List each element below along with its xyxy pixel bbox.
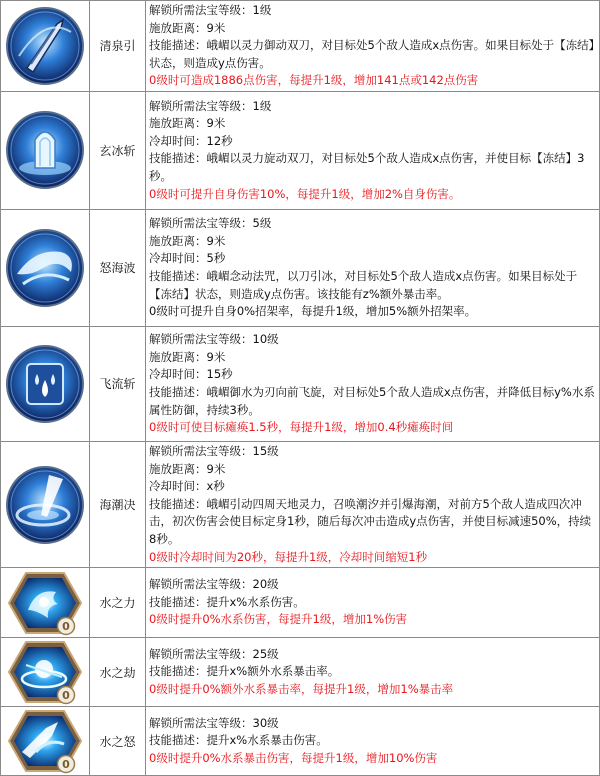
- wave-swirl-icon: [1, 228, 89, 308]
- skill-description: [146, 326, 600, 441]
- skill-name: 怒海波: [90, 209, 146, 326]
- twin-blade-icon: [1, 6, 89, 86]
- level-growth-text: 0级时提升0%水系伤害，每提升1级，增加1%伤害: [149, 612, 408, 627]
- water-fury-icon: [1, 708, 89, 774]
- skill-detail-line: 技能描述：峨嵋御水为刃向前飞旋，对目标处5个敌人造成x点伤害，并降低目标y%水系属性防御，持续3秒。: [149, 384, 595, 417]
- skill-row: [1, 209, 600, 326]
- skill-detail-line: 解锁所需法宝等级：10级: [149, 332, 279, 347]
- skill-detail-line: 施放距离：9米: [149, 233, 226, 248]
- skill-name: 海潮决: [90, 441, 146, 567]
- skill-row: [1, 326, 600, 441]
- skill-detail-line: 施放距离：9米: [149, 349, 226, 364]
- skill-detail-line: 冷却时间：x秒: [149, 479, 225, 494]
- skill-detail-line: 解锁所需法宝等级：30级: [149, 715, 279, 730]
- level-growth-text: 0级时提升0%水系暴击伤害，每提升1级，增加10%伤害: [149, 750, 438, 765]
- skill-detail-line: 0级时可提升自身0%招架率，每提升1级，增加5%额外招架率。: [149, 304, 477, 319]
- skill-name: 飞流斩: [90, 326, 146, 441]
- skill-description: [146, 441, 600, 567]
- level-growth-text: 0级时可提升自身伤害10%，每提升1级，增加2%自身伤害。: [149, 186, 461, 201]
- skill-detail-line: 技能描述：提升x%水系暴击伤害。: [149, 733, 328, 748]
- water-power-icon: [1, 570, 89, 636]
- skill-name: 水之力: [90, 568, 146, 638]
- skill-detail-line: 施放距离：9米: [149, 20, 226, 35]
- skill-description: [146, 707, 600, 776]
- skill-detail-line: 施放距离：9米: [149, 461, 226, 476]
- skill-level-badge: 0: [62, 758, 70, 772]
- skill-name: 清泉引: [90, 1, 146, 92]
- skill-detail-line: 施放距离：9米: [149, 116, 226, 131]
- skill-detail-line: 技能描述：峨嵋引动四周天地灵力，召唤潮汐并引爆海潮，对前方5个敌人造成四次冲击，初次伤害会使目标定身1秒，随后每次冲击造成y点伤害，并使目标减速50%，持续8秒。: [149, 496, 592, 546]
- skill-detail-line: 冷却时间：12秒: [149, 133, 233, 148]
- skill-detail-line: 解锁所需法宝等级：25级: [149, 646, 279, 661]
- skill-detail-line: 技能描述：提升x%额外水系暴击率。: [149, 664, 340, 679]
- skill-detail-line: 冷却时间：5秒: [149, 251, 226, 266]
- level-growth-text: 0级时可使目标瘫痪1.5秒，每提升1级，增加0.4秒瘫痪时间: [149, 420, 454, 435]
- water-drops-icon: [1, 344, 89, 424]
- skill-description: [146, 568, 600, 638]
- skill-row: [1, 441, 600, 567]
- skill-row: [1, 91, 600, 209]
- ice-crystal-icon: [1, 110, 89, 190]
- skill-detail-line: 解锁所需法宝等级：1级: [149, 3, 272, 17]
- skill-name: 水之劫: [90, 638, 146, 707]
- skill-name: 玄冰斩: [90, 91, 146, 209]
- skill-detail-line: 技能描述：提升x%水系伤害。: [149, 594, 305, 609]
- skill-detail-line: 解锁所需法宝等级：15级: [149, 443, 279, 458]
- skill-level-badge: 0: [62, 689, 70, 703]
- level-growth-text: 0级时提升0%额外水系暴击率，每提升1级，增加1%暴击率: [149, 681, 454, 696]
- skill-row: [1, 1, 600, 92]
- skill-detail-line: 技能描述：峨嵋念动法咒，以刀引冰，对目标处5个敌人造成x点伤害。如果目标处于【冻结】状态，则造成y点伤害。该技能有z%额外暴击率。: [149, 268, 578, 301]
- skill-detail-line: 解锁所需法宝等级：20级: [149, 577, 279, 592]
- skill-detail-line: 冷却时间：15秒: [149, 367, 233, 382]
- skill-level-badge: 0: [62, 619, 70, 633]
- skill-detail-line: 技能描述：峨嵋以灵力旋动双刀，对目标处5个敌人造成x点伤害，并使目标【冻结】3秒。: [149, 151, 585, 184]
- skill-description: [146, 1, 600, 92]
- skill-detail-line: 解锁所需法宝等级：1级: [149, 98, 272, 113]
- skill-description: [146, 638, 600, 707]
- skill-row: [1, 638, 600, 707]
- tide-beam-icon: [1, 465, 89, 545]
- skill-row: [1, 568, 600, 638]
- level-growth-text: 0级时可造成1886点伤害，每提升1级，增加141点或142点伤害: [149, 73, 479, 88]
- water-vortex-icon: [1, 639, 89, 705]
- skill-name: 水之怒: [90, 707, 146, 776]
- skill-description: [146, 91, 600, 209]
- skill-description: [146, 209, 600, 326]
- skill-row: [1, 707, 600, 776]
- level-growth-text: 0级时冷却时间为20秒，每提升1级，冷却时间缩短1秒: [149, 549, 428, 564]
- skill-detail-line: 解锁所需法宝等级：5级: [149, 216, 272, 231]
- skill-detail-line: 技能描述：峨嵋以灵力御动双刀，对目标处5个敌人造成x点伤害。如果目标处于【冻结】状态，则造成y点伤害。: [149, 38, 595, 70]
